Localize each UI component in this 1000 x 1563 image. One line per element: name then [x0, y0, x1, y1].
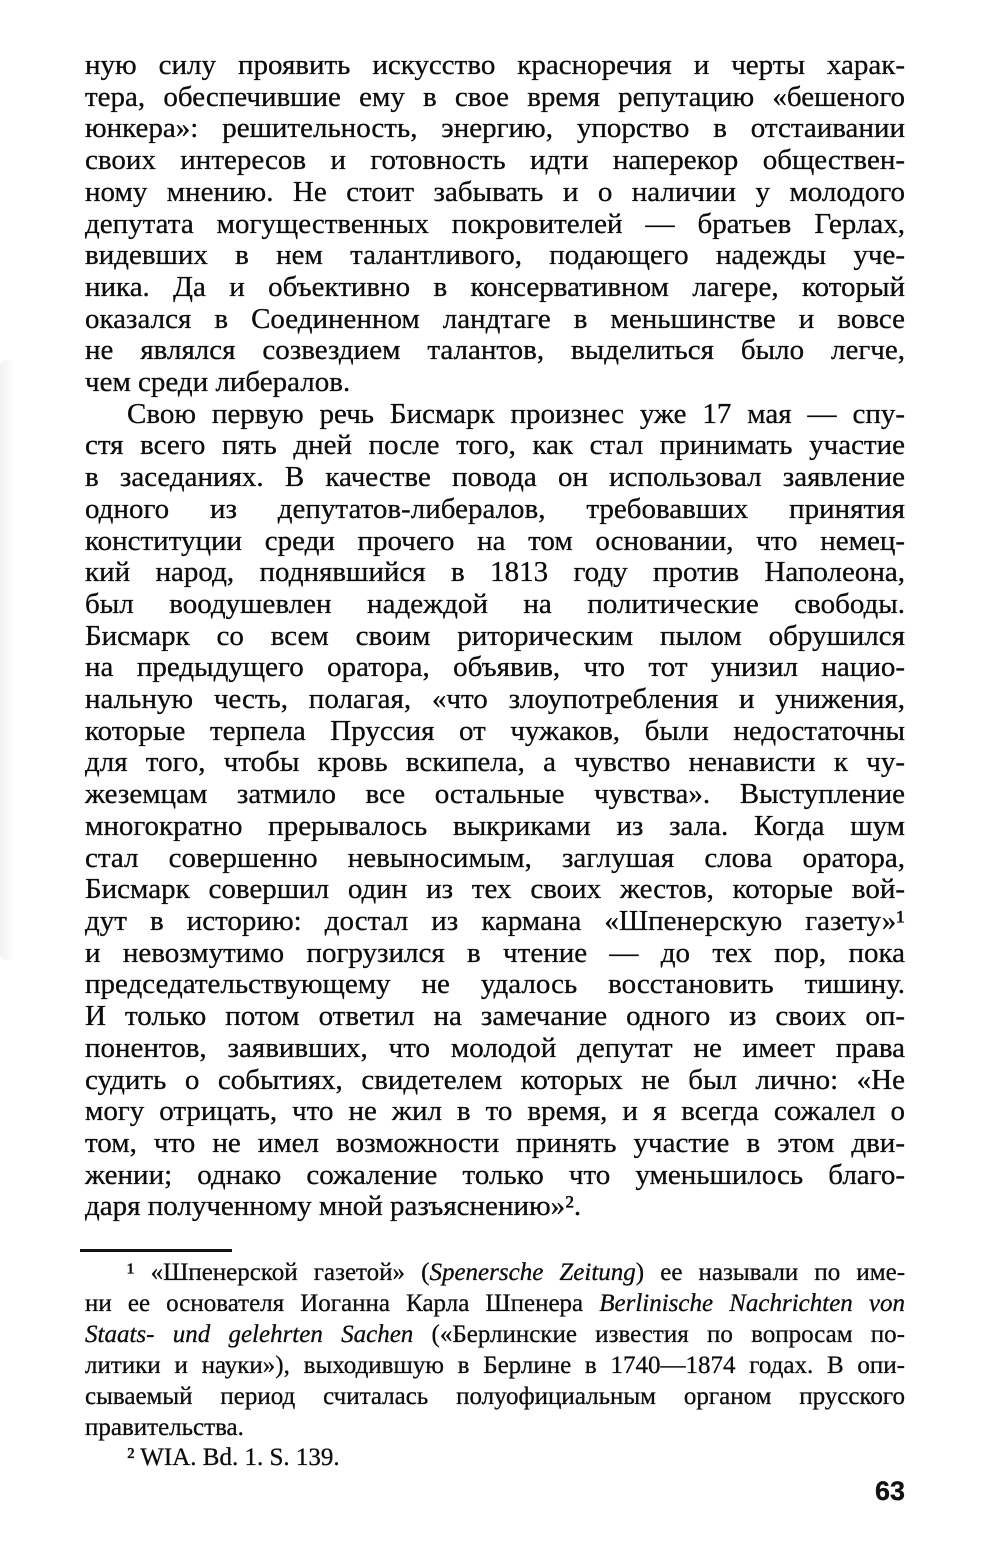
text-line: которые терпела Пруссия от чужаков, были недостаточны — [85, 714, 905, 747]
scan-edge-shadow — [0, 360, 14, 960]
paragraph — [85, 50, 905, 399]
text-line: на предыдущего оратора, объявив, что тот унизил нацио- — [85, 651, 905, 684]
italic-text-segment: Spenersche Zeitung — [429, 1259, 636, 1286]
text-line: понентов, заявивших, что молодой депутат не имеет права — [85, 1031, 905, 1064]
italic-text-segment: Staats- und gelehrten Sachen — [85, 1320, 414, 1348]
text-line: стал совершенно невыносимым, заглушая слова оратора, — [85, 841, 905, 874]
text-line: стя всего пять дней после того, как стал принимать участие — [85, 429, 905, 462]
text-line: судить о событиях, свидетелем которых не был лично: «Не — [85, 1063, 905, 1096]
text-line: многократно прерывалось выкриками из зала. Когда шум — [85, 809, 905, 842]
paragraph — [85, 1258, 905, 1443]
text-line: дут в историю: достал из кармана «Шпенерскую газету»¹ — [85, 904, 905, 937]
paragraph — [85, 1443, 905, 1474]
body-text — [85, 50, 905, 1223]
footnote-separator — [80, 1249, 232, 1252]
footnote-block — [85, 1258, 905, 1474]
text-line: конституции среди прочего на том основании, что немец- — [85, 524, 905, 557]
text-segment: литики и науки»), выходившую в Берлине в 1740—1874 годах. В опи- — [85, 1351, 905, 1379]
text-line: своих интересов и готовность идти наперекор обществен- — [85, 144, 905, 177]
text-line: жеземцам затмило все остальные чувства». Выступление — [85, 778, 905, 811]
italic-text-segment: Berlinische Nachrichten von — [599, 1289, 905, 1317]
text-line: видевших в нем талантливого, подающего надежды уче- — [85, 239, 905, 272]
text-line: одного из депутатов-либералов, требовавших принятия — [85, 492, 905, 525]
text-line: том, что не имел возможности принять участие в этом дви- — [85, 1126, 905, 1159]
text-line: нальную честь, полагая, «что злоупотребления и унижения, — [85, 683, 905, 716]
text-line — [85, 1289, 905, 1320]
text-line: чем среди либералов. — [85, 366, 351, 399]
text-line — [85, 1320, 905, 1351]
text-line: даря полученному мной разъяснению»². — [85, 1190, 582, 1223]
text-line: для того, чтобы кровь вскипела, а чувство ненависти к чу- — [85, 746, 905, 779]
text-segment: ) ее называли по име- — [635, 1259, 906, 1286]
text-line — [85, 1351, 905, 1382]
text-line: тера, обеспечившие ему в свое время репутацию «бешеного — [85, 80, 905, 113]
text-line: был воодушевлен надеждой на политические свободы. — [85, 587, 905, 620]
text-line: председательствующему не удалось восстановить тишину. — [85, 968, 905, 1001]
text-line: могу отрицать, что не жил в то время, и я всегда сожалел о — [85, 1095, 905, 1128]
paragraph — [85, 399, 905, 1223]
text-line: Бисмарк совершил один из тех своих жестов, которые вой- — [85, 873, 905, 906]
text-line: Бисмарк со всем своим риторическим пылом обрушился — [85, 619, 905, 652]
text-line: и невозмутимо погрузился в чтение — до тех пор, пока — [85, 936, 905, 969]
text-segment: правительства. — [85, 1413, 244, 1441]
text-line — [85, 1443, 905, 1474]
text-line: кий народ, поднявшийся в 1813 году против Наполеона, — [85, 556, 905, 589]
text-line: ному мнению. Не стоит забывать и о наличии у молодого — [85, 175, 905, 208]
text-line: юнкера»: решительность, энергию, упорство в отстаивании — [85, 112, 905, 145]
text-line: И только потом ответил на замечание одного из своих оп- — [85, 1000, 905, 1033]
text-segment: ни ее основателя Иоганна Карла Шпенера — [85, 1289, 600, 1317]
text-line: Свою первую речь Бисмарк произнес уже 17 мая — спу- — [127, 397, 905, 430]
text-segment: сываемый период считалась полуофициальным органом прусского — [85, 1382, 905, 1410]
text-segment: ¹ «Шпенерской газетой» ( — [127, 1259, 430, 1286]
text-segment: ² WIA. Bd. 1. S. 139. — [127, 1444, 340, 1472]
text-line: оказался в Соединенном ландтаге в меньшинстве и вовсе — [85, 302, 905, 335]
text-segment: («Берлинские известия по вопросам по- — [413, 1320, 905, 1348]
text-line — [85, 1258, 905, 1289]
text-line: ника. Да и объективно в консервативном лагере, который — [85, 270, 905, 303]
text-line — [85, 1382, 905, 1413]
text-line: депутата могущественных покровителей — братьев Герлах, — [85, 207, 905, 240]
text-line: жении; однако сожаление только что уменьшилось благо- — [85, 1158, 905, 1191]
page-number: 63 — [874, 1476, 905, 1506]
text-line: ную силу проявить искусство красноречия и черты харак- — [85, 49, 905, 81]
text-line: в заседаниях. В качестве повода он использовал заявление — [85, 461, 905, 494]
text-line: не являлся созвездием талантов, выделиться было легче, — [85, 334, 905, 367]
text-line — [85, 1413, 905, 1444]
